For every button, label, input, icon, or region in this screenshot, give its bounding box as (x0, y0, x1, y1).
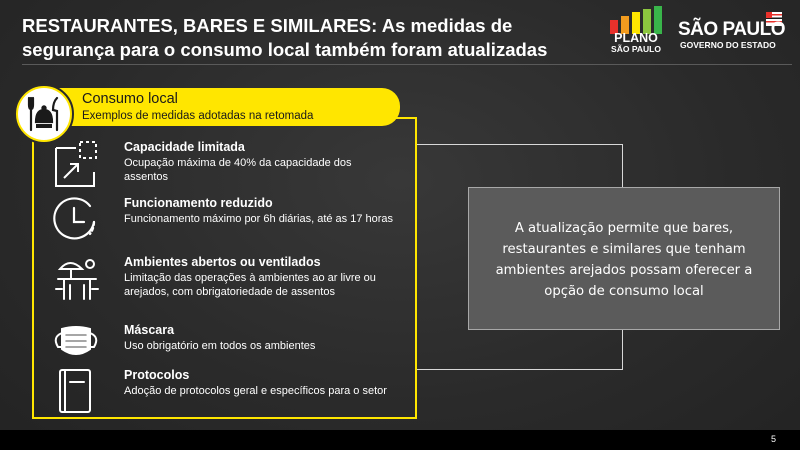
panel-title: Consumo local (82, 91, 178, 107)
measure-title: Funcionamento reduzido (124, 196, 273, 210)
page-number: 5 (770, 434, 776, 444)
plano-logo-sub: SÃO PAULO (611, 44, 661, 54)
footer-bar (0, 430, 800, 450)
plano-sao-paulo-logo (604, 4, 668, 60)
measure-description: Adoção de protocolos geral e específicos para o setor (124, 385, 387, 397)
measure-title: Capacidade limitada (124, 140, 245, 154)
slide-title: RESTAURANTES, BARES E SIMILARES: As medidas de segurança para o consumo local também foram atualizadas (22, 15, 548, 60)
summary-text: A atualização permite que bares, restaurantes e similares que tenham ambientes arejados possam oferecer a opção de consumo local (495, 221, 753, 299)
sp-logo-sub: GOVERNO DO ESTADO (680, 40, 776, 50)
protocol-book-icon (50, 368, 102, 416)
mask-icon (50, 323, 102, 371)
title-divider (22, 64, 792, 65)
connector-top-vertical (622, 144, 623, 187)
measure-item-protocols (50, 368, 390, 414)
restaurant-icon (22, 92, 66, 136)
outdoor-table-icon (50, 255, 102, 303)
plano-logo-name: PLANO (614, 31, 658, 45)
measure-description: Funcionamento máximo por 6h diárias, até as 17 horas (124, 213, 394, 225)
plano-bars-icon (608, 6, 664, 34)
measure-description: Uso obrigatório em todos os ambientes (124, 340, 316, 352)
panel-subtitle: Exemplos de medidas adotadas na retomada (82, 110, 314, 122)
measure-item-ventilated (50, 255, 390, 313)
measure-description: Ocupação máxima de 40% da capacidade dos assentos (124, 157, 352, 183)
measure-title: Protocolos (124, 368, 190, 382)
measure-item-mask (50, 323, 390, 363)
measure-item-capacity (50, 140, 390, 188)
measure-description: Limitação das operações à ambientes ao ar livre ou arejados, com obrigatoriedade de assentos (124, 272, 376, 298)
measure-title: Máscara (124, 323, 175, 337)
capacity-icon (50, 140, 102, 188)
connector-bottom-horizontal (417, 369, 623, 370)
governo-sp-logo (678, 12, 790, 58)
clock-icon (50, 196, 102, 244)
measure-item-hours (50, 196, 394, 244)
connector-top-horizontal (417, 144, 623, 145)
connector-bottom-vertical (622, 330, 623, 370)
measure-title: Ambientes abertos ou ventilados (124, 255, 321, 269)
sp-logo-name: SÃO PAULO (678, 19, 786, 40)
